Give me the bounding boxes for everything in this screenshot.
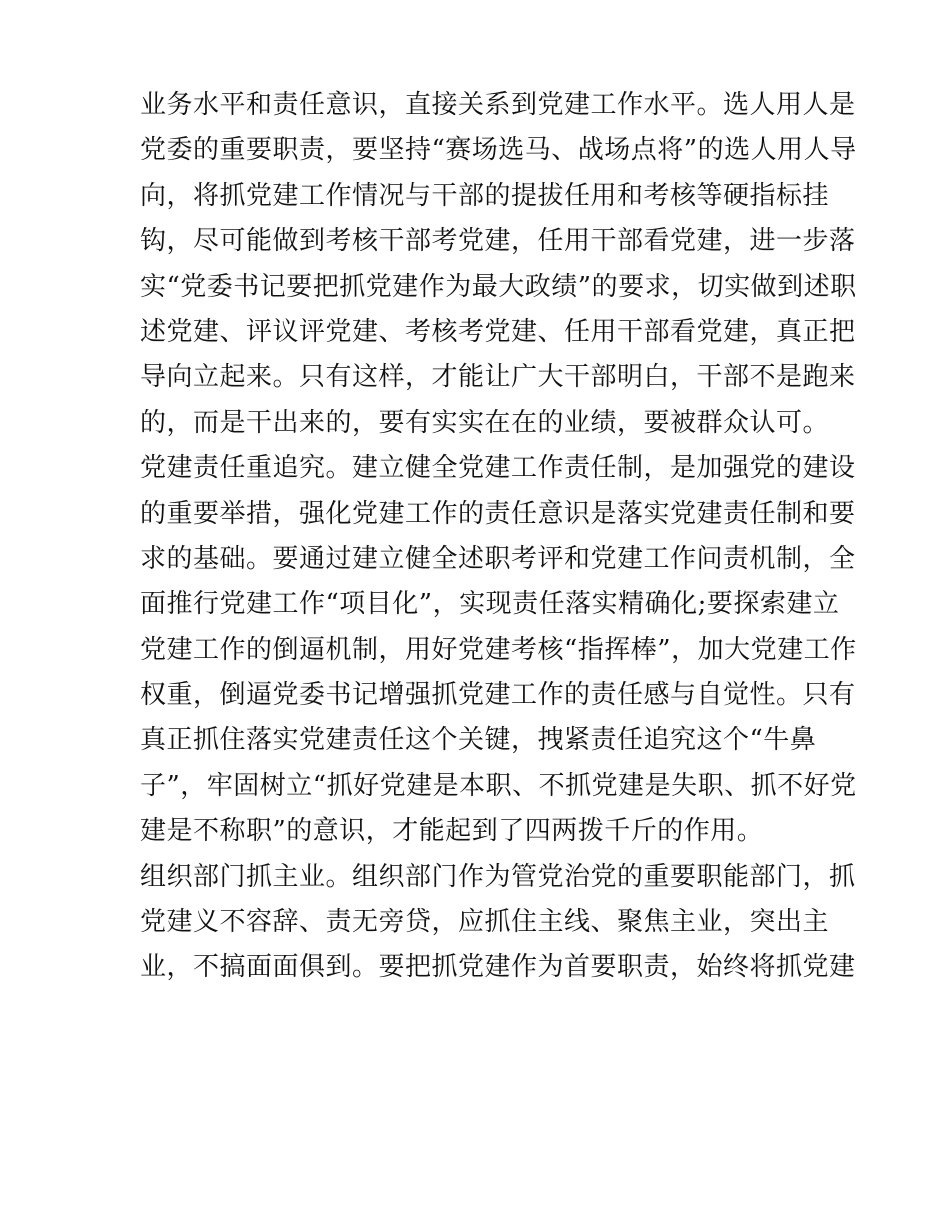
text-line: 党建责任重追究。建立健全党建工作责任制，是加强党的建设: [140, 453, 856, 484]
body-text: [140, 83, 857, 991]
text-line: 业务水平和责任意识，直接关系到党建工作水平。选人用人是: [140, 90, 856, 120]
text-line: 导向立起来。只有这样，才能让广大干部明白，干部不是跑来: [140, 362, 856, 393]
text-line: 的，而是干出来的，要有实实在在的业绩，要被群众认可。: [140, 407, 830, 438]
text-line: 真正抓住落实党建责任这个关键，拽紧责任追究这个“牛鼻: [140, 725, 817, 756]
text-line: 组织部门抓主业。组织部门作为管党治党的重要职能部门，抓: [140, 861, 856, 892]
text-line: 权重，倒逼党委书记增强抓党建工作的责任感与自觉性。只有: [140, 680, 856, 711]
text-line: 业，不搞面面俱到。要把抓党建作为首要职责，始终将抓党建: [140, 952, 856, 983]
text-line: 钩，尽可能做到考核干部考党建，任用干部看党建，进一步落: [140, 226, 856, 257]
text-line: 面推行党建工作“项目化”，实现责任落实精确化;要探索建立: [140, 589, 840, 620]
text-line: 实“党委书记要把抓党建作为最大政绩”的要求，切实做到述职: [140, 271, 857, 302]
text-line: 向，将抓党建工作情况与干部的提拔任用和考核等硬指标挂: [140, 180, 830, 211]
text-line: 子”，牢固树立“抓好党建是本职、不抓党建是失职、抓不好党: [140, 770, 857, 801]
text-line: 述党建、评议评党建、考核考党建、任用干部看党建，真正把: [140, 316, 856, 347]
text-line: 建是不称职”的意识，才能起到了四两拨千斤的作用。: [140, 816, 764, 847]
text-line: 党建工作的倒逼机制，用好党建考核“指挥棒”，加大党建工作: [140, 634, 857, 665]
text-line: 党建义不容辞、责无旁贷，应抓住主线、聚焦主业，突出主: [140, 907, 830, 938]
text-line: 求的基础。要通过建立健全述职考评和党建工作问责机制，全: [140, 543, 856, 574]
text-line: 党委的重要职责，要坚持“赛场选马、战场点将”的选人用人导: [140, 135, 857, 166]
text-line: 的重要举措，强化党建工作的责任意识是落实党建责任制和要: [140, 498, 856, 529]
